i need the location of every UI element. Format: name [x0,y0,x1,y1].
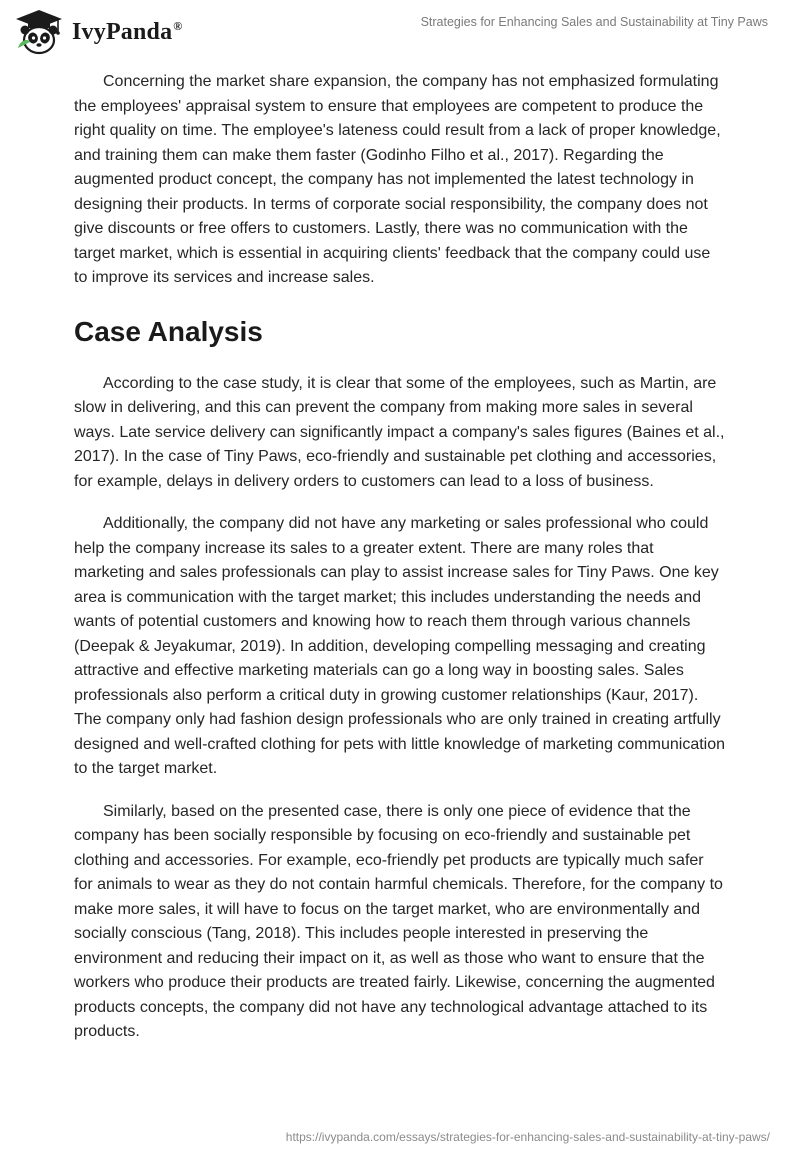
document-title: Strategies for Enhancing Sales and Sustainability at Tiny Paws [420,15,768,29]
brand-name: IvyPanda® [72,18,183,45]
source-url[interactable]: https://ivypanda.com/essays/strategies-for-enhancing-sales-and-sustainability-at-tiny-paws/ [285,1130,770,1144]
panda-graduate-icon [14,8,64,56]
ivypanda-logo[interactable] [14,8,182,56]
paragraph: Additionally, the company did not have any marketing or sales professional who could help the company increase its sales to a greater extent. There are many roles that marketing and sales professionals can play to assist increase sales for Tiny Paws. One key area is communication with the target market; this includes understanding the needs and wants of potential customers and knowing how to reach them through various channels (Deepak & Jeyakumar, 2019). In addition, developing compelling messaging and creating attractive and effective marketing materials can go a long way in boosting sales. Sales professionals also perform a critical duty in growing customer relationships (Kaur, 2017). The company only had fashion design professionals who are only trained in creating artfully designed and well-crafted clothing for pets with little knowledge of marketing communication to the target market. [74,515,726,777]
paragraph: Concerning the market share expansion, the company has not emphasized formulating the employees' appraisal system to ensure that employees are competent to produce the right quality on time. The employee's lateness could result from a lack of proper knowledge, and training them can make them faster (Godinho Filho et al., 2017). Regarding the augmented product concept, the company has not implemented the latest technology in designing their products. In terms of corporate social responsibility, the company does not give discounts or free offers to customers. Lastly, there was no communication with the target market, which is essential in acquiring clients' feedback that the company could use to improve its services and increase sales. [74,73,721,286]
paragraph: According to the case study, it is clear that some of the employees, such as Martin, are slow in delivering, and this can prevent the company from making more sales in several ways. Late service delivery can significantly impact a company's sales figures (Baines et al., 2017). In the case of Tiny Paws, eco-friendly and sustainable pet clothing and accessories, for example, delays in delivery orders to customers can lead to a loss of business. [74,374,725,490]
essay-body [74,70,726,1045]
paragraph: Similarly, based on the presented case, there is only one piece of evidence that the company has been socially responsible by focusing on eco-friendly and sustainable pet clothing and accessories. For example, eco-friendly pet products are typically much safer for animals to wear as they do not contain harmful chemicals. Therefore, for the company to make more sales, it will have to focus on the target market, who are environmentally and socially conscious (Tang, 2018). This includes people interested in preserving the environment and reducing their impact on it, as well as those who want to ensure that the workers who produce their products are treated fairly. Likewise, concerning the augmented products concepts, the company did not have any technological advantage attached to its products. [74,802,723,1040]
page-header [0,0,800,64]
section-heading: Case Analysis [74,315,263,347]
